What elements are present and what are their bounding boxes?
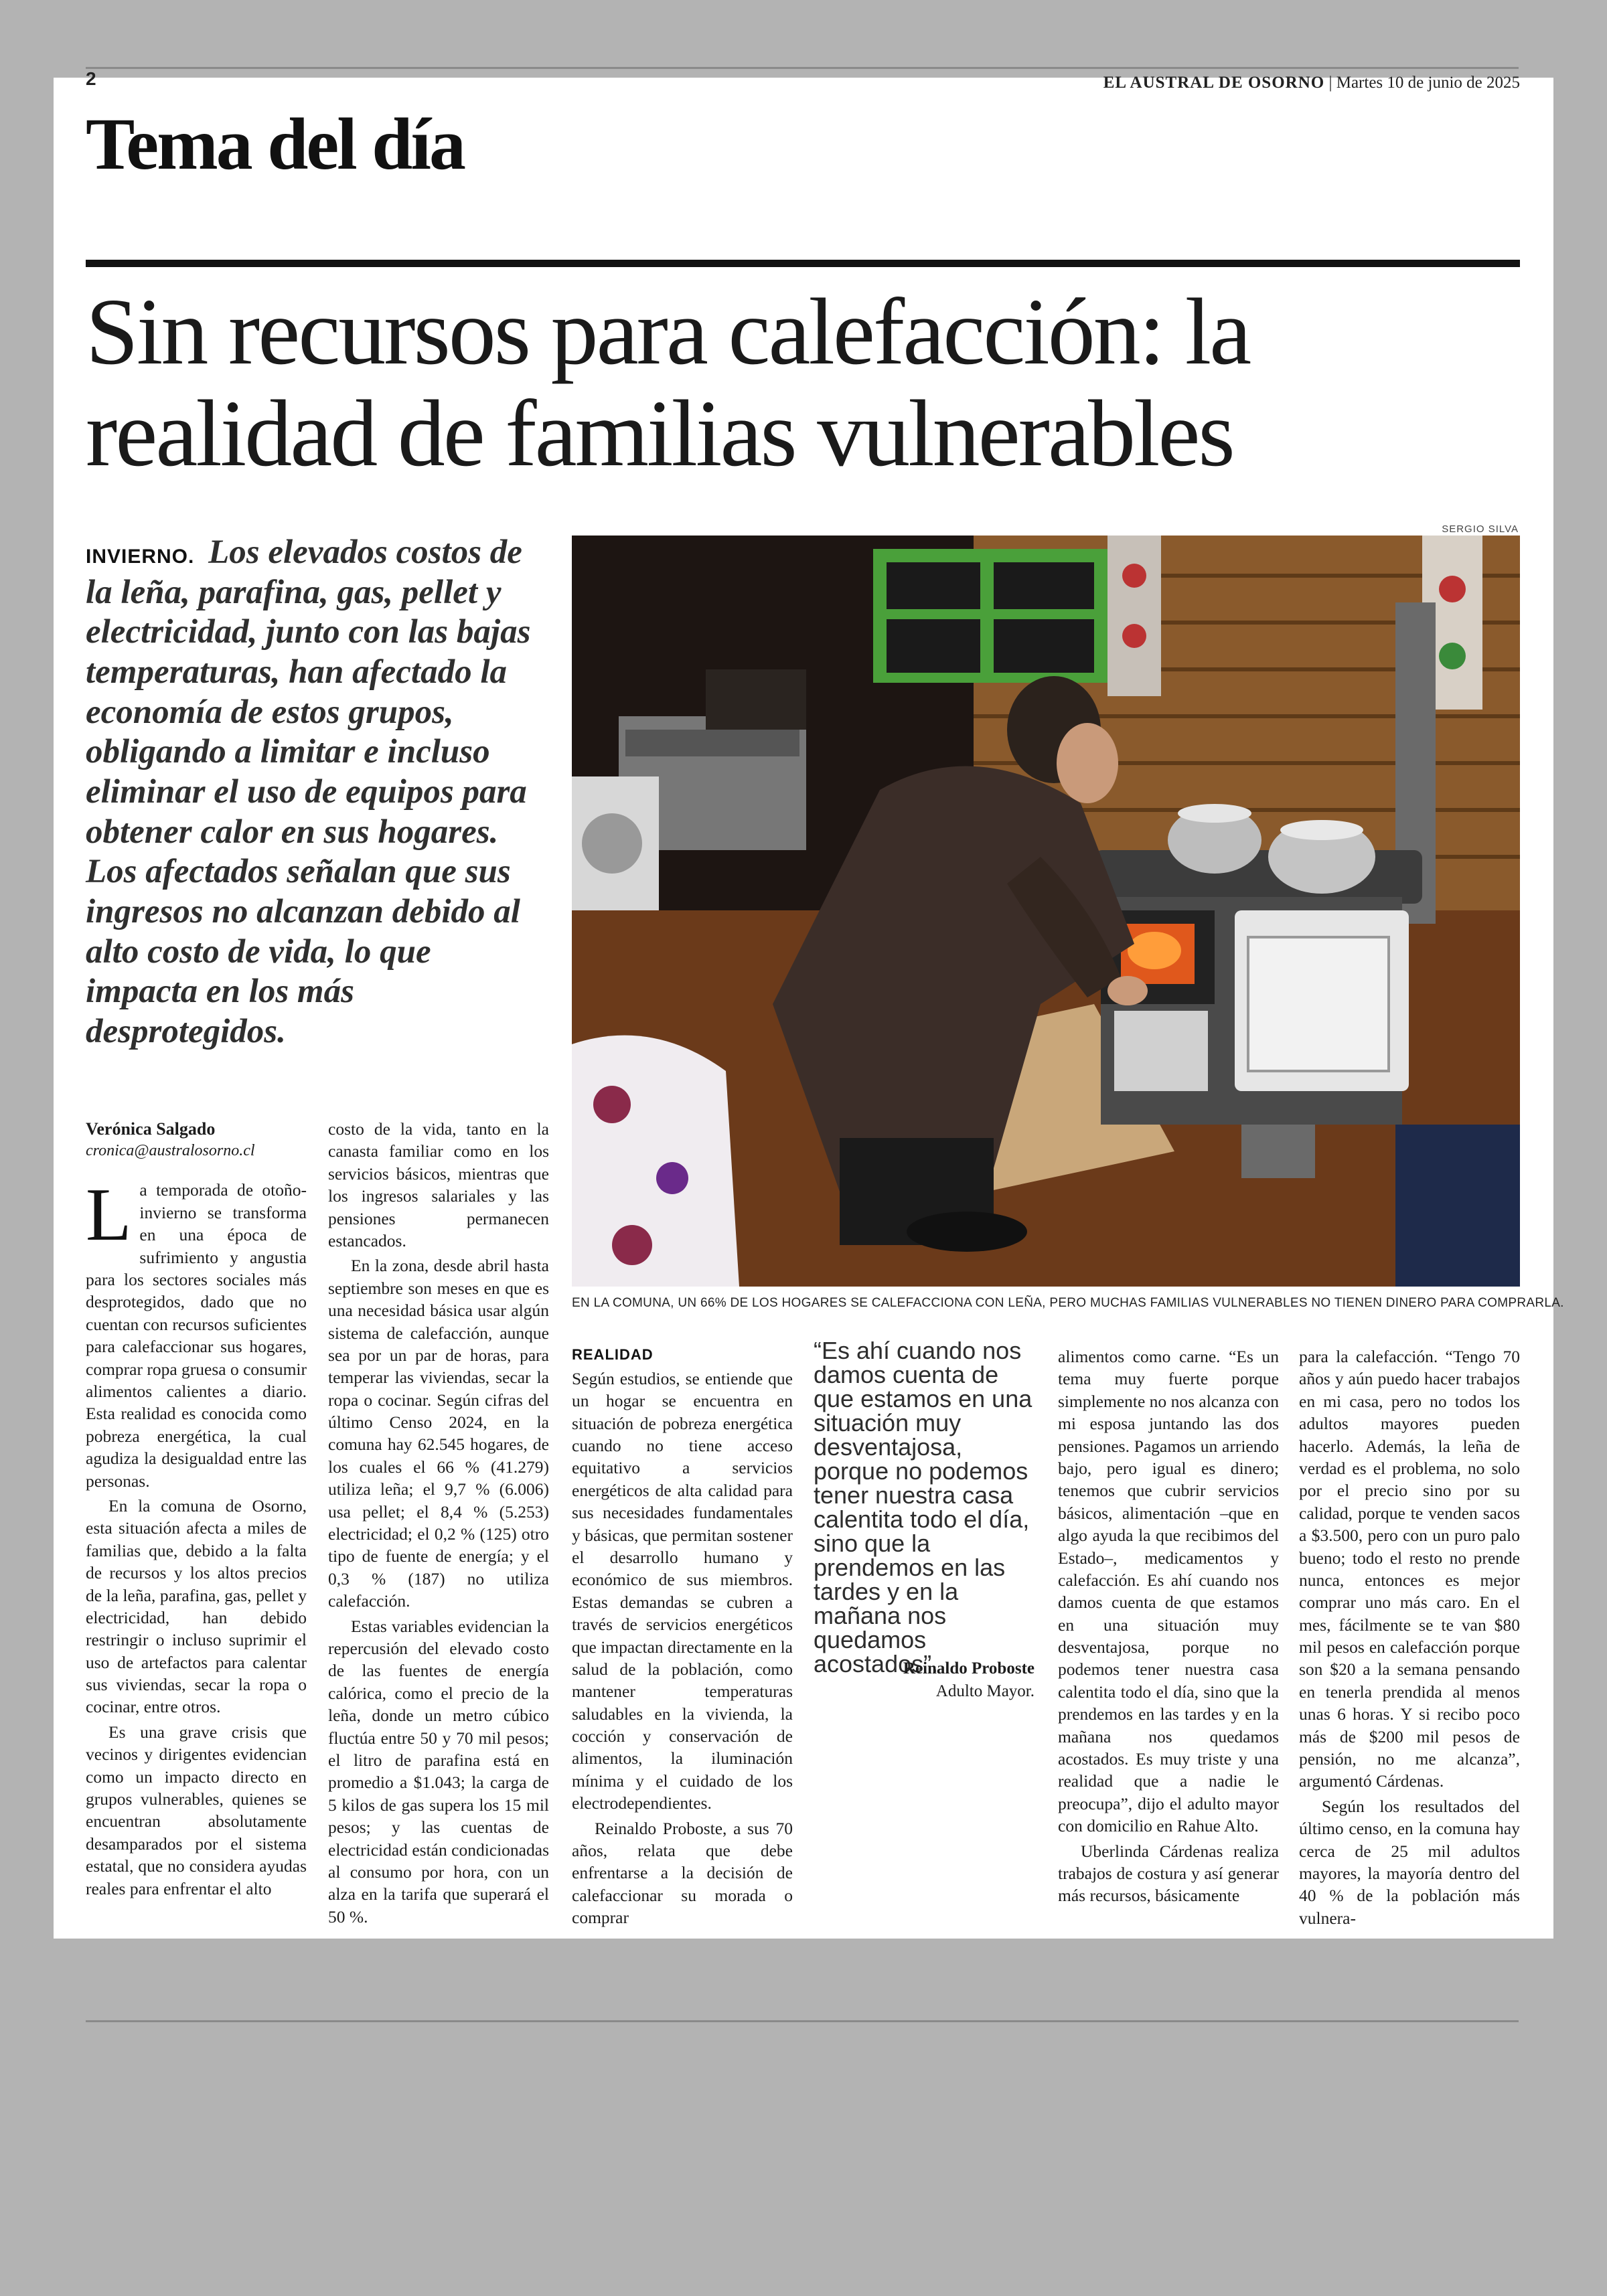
section-title: Tema del día xyxy=(86,103,465,185)
section-rule xyxy=(86,260,1520,267)
article-column-2 xyxy=(328,1118,549,1931)
paragraph: Es una grave crisis que vecinos y dirigentes evidencian como un impacto directo en grupos vulnerables, quienes se encuentran absolutamente desamparados por el sistema estatal, que no considera ayudas reales para enfrentar el alto xyxy=(86,1722,307,1898)
lead-kicker: INVIERNO. xyxy=(86,546,195,568)
paragraph: Reinaldo Proboste, a sus 70 años, relata que debe enfrentarse a la decisión de calefaccionar su morada o comprar xyxy=(572,1818,793,1928)
article-photo xyxy=(572,536,1520,1287)
article-headline: Sin recursos para calefacción: la realidad de familias vulnerables xyxy=(86,278,1250,486)
article-column-3 xyxy=(572,1345,793,1932)
section-subhead: REALIDAD xyxy=(572,1346,654,1363)
newspaper-name: EL AUSTRAL DE OSORNO xyxy=(1103,74,1325,92)
paragraph: para la calefacción. “Tengo 70 años y aún puedo hacer trabajos en mi casa, pero no todos los adultos mayores pueden hacerlo. Además, la leña de verdad es el problema, no solo por el precio sino por su calidad, porque te venden sacos a $3.500, pero con un puro palo bueno; todo el resto no prende nunca, entonces es mejor comprar uno más caro. En el mes, fácilmente se te van $80 mil pesos en calefacción porque son $20 a la semana pensando en tenerla prendida al menos unas 6 horas. Y si recibo poco más de $200 mil pesos de pensión, no me alcanza”, argumentó Cárdenas. xyxy=(1299,1347,1520,1791)
pull-quote: “Es ahí cuando nos damos cuenta de que estamos en una situación muy desventajosa, porque no podemos tener nuestra casa calentita todo el día, sino que la prendemos en las tardes y en la mañana nos quedamos acostados”. xyxy=(814,1337,1032,1677)
paragraph: Según estudios, se entiende que un hogar se encuentra en situación de pobreza energética cuando no tiene acceso equitativo a servicios energéticos de alta calidad para sus necesidades fundamentales y básicas, que permitan sostener el desarrollo humano y económico de sus miembros. Estas demandas se cubren a través de servicios energéticos que impactan directamente en la salud de la población, como mantener temperaturas saludables en la vivienda, la cocción y conservación de alimentos, la iluminación mínima y el cuidado de los electrodependientes. xyxy=(572,1368,793,1813)
photo-credit: SERGIO SILVA xyxy=(1442,523,1519,535)
article-column-4 xyxy=(1058,1345,1279,1910)
bottom-divider xyxy=(86,2020,1519,2022)
paragraph-text: a temporada de otoño-invierno se transforma en una época de sufrimiento y angustia para los sectores sociales más desprotegidos, dado que no cuentan con recursos suficientes para calefaccionar sus hogares, comprar ropa gruesa o consumir alimentos calientes a diario. Esta realidad es conocida como pobreza energética, la cual agudiza la desigualdad entre las personas. xyxy=(86,1180,307,1491)
masthead-separator: | xyxy=(1328,74,1332,92)
publication-date: Martes 10 de junio de 2025 xyxy=(1336,74,1520,92)
page-number: 2 xyxy=(86,68,96,89)
author-byline: Verónica Salgado xyxy=(86,1119,216,1139)
paragraph: Según los resultados del último censo, en la comuna hay cerca de 25 mil adultos mayores, la mayoría dentro del 40 % de la población más vulnera- xyxy=(1299,1796,1520,1928)
paragraph: alimentos como carne. “Es un tema muy fuerte porque simplemente no nos alcanza con mi esposa juntando las dos pensiones. Pagamos un arriendo bajo, pero igual es dinero; tenemos que cubrir servicios básicos, alimentación –que en algo ayuda la que recibimos del Estado–, medicamentos y calefacción. Es ahí cuando nos damos cuenta de que estamos en una situación muy desventajosa, porque no podemos tener nuestra casa calentita todo el día, sino que la prendemos en las tardes y en la mañana nos quedamos acostados. Es muy triste y una realidad que a nadie le preocupa”, dijo el adulto mayor con domicilio en Rahue Alto. xyxy=(1058,1347,1279,1836)
top-divider xyxy=(86,67,1519,69)
lead-text: Los elevados costos de la leña, parafina, gas, pellet y electricidad, junto con las bajas temperaturas, han afectado la economía de estos grupos, obligando a limitar e incluso eliminar el uso de equipos para obtener calor en sus hogares. Los afectados señalan que sus ingresos no alcanzan debido al alto costo de vida, lo que impacta en los más desprotegidos. xyxy=(86,534,531,1050)
photo-illustration xyxy=(572,536,1520,1287)
quote-role: Adulto Mayor. xyxy=(935,1682,1035,1700)
author-email[interactable]: cronica@australosorno.cl xyxy=(86,1142,255,1160)
article-column-5 xyxy=(1299,1345,1520,1932)
masthead xyxy=(1103,74,1520,92)
paragraph: En la zona, desde abril hasta septiembre son meses en que es una necesidad básica usar algún sistema de calefacción, aunque sea por un par de horas, para temperar las viviendas, secar la ropa o cocinar. Según cifras del último Censo 2024, en la comuna hay 62.545 hogares, de los cuales el 66 % (41.279) utiliza leña; el 9,7 % (6.006) usa pellet; el 8,4 % (5.253) electricidad; el 0,2 % (125) otro tipo de fuente de energía; y el 0,3 % (187) no utiliza calefacción. xyxy=(328,1256,549,1611)
paragraph: Uberlinda Cárdenas realiza trabajos de costura y así generar más recursos, básicamente xyxy=(1058,1841,1279,1906)
paragraph xyxy=(86,1173,307,1491)
drop-cap: L xyxy=(86,1173,132,1257)
photo-caption: EN LA COMUNA, UN 66% DE LOS HOGARES SE CALEFACCIONA CON LEÑA, PERO MUCHAS FAMILIAS VULNERABLES NO TIENEN DINERO PARA COMPRARLA. xyxy=(572,1296,1564,1310)
paragraph: Estas variables evidencian la repercusión del elevado costo de las fuentes de energía calórica, como el precio de la leña, donde un metro cúbico fluctúa entre 50 y 70 mil pesos; el litro de parafina está en promedio a $1.043; la carga de 5 kilos de gas supera los 15 mil pesos; y las cuentas de electricidad están condicionadas al consumo por hora, con un alza en la tarifa que superará el 50 %. xyxy=(328,1616,549,1926)
quote-name: Reinaldo Proboste xyxy=(903,1659,1035,1677)
article-lead xyxy=(86,533,548,1052)
paragraph: costo de la vida, tanto en la canasta familiar como en los servicios básicos, mientras que los ingresos salariales y las pensiones permanecen estancados. xyxy=(328,1119,549,1250)
article-column-1 xyxy=(86,1118,307,1902)
quote-attribution xyxy=(814,1657,1035,1703)
paragraph: En la comuna de Osorno, esta situación afecta a miles de familias que, debido a la falta de recursos y los altos precios de la leña, parafina, gas, pellet y electricidad, han debido restringir o incluso suprimir el uso de artefactos para calentar sus viviendas, secar la ropa o cocinar, entre otros. xyxy=(86,1495,307,1717)
